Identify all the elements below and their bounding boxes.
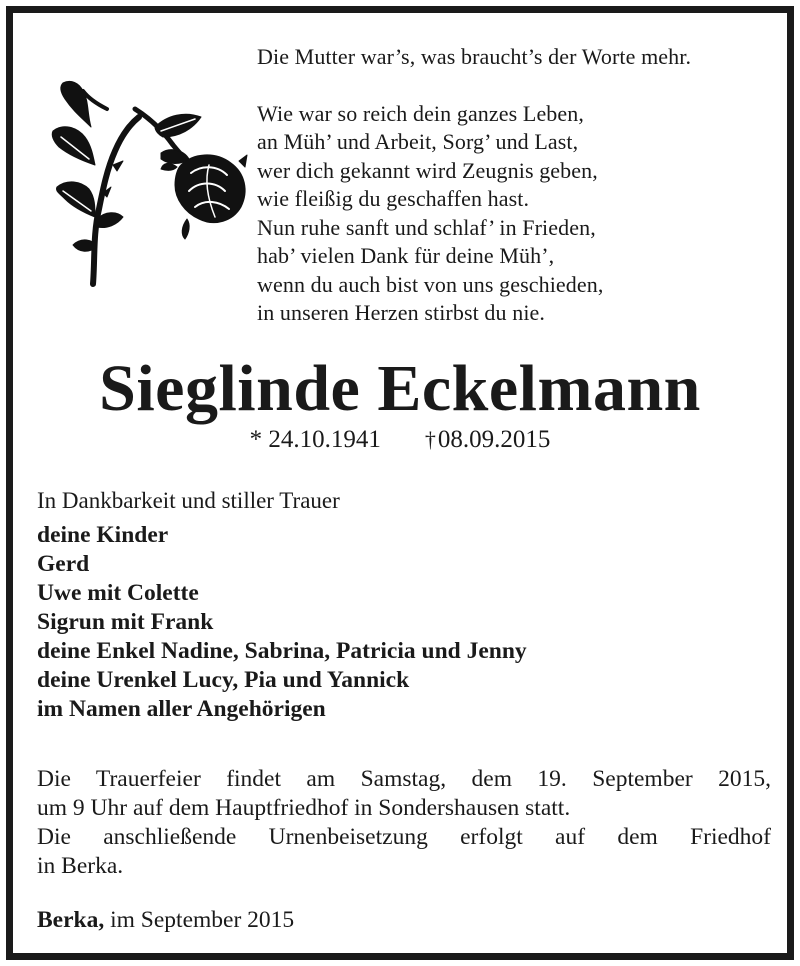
family-line: Sigrun mit Frank [37, 609, 214, 635]
poem-line: wie fleißig du geschaffen hast. [257, 186, 530, 211]
mourning-intro: In Dankbarkeit und stiller Trauer [37, 488, 340, 513]
cross-icon: † [424, 427, 436, 452]
poem-line: wenn du auch bist von uns geschieden, [257, 271, 604, 297]
deceased-name: Sieglinde Eckelmann [99, 352, 701, 425]
obituary-frame [6, 6, 794, 960]
service-line: um 9 Uhr auf dem Hauptfriedhof in Sondershausen statt. [37, 795, 571, 821]
poem-line: hab’ vielen Dank für deine Müh’, [257, 243, 555, 268]
closing-date: im September 2015 [110, 907, 295, 933]
family-line: Uwe mit Colette [37, 580, 199, 606]
poem-line: Wie war so reich dein ganzes Leben, [257, 100, 584, 126]
poem-line: wer dich gekannt wird Zeugnis geben, [257, 157, 598, 183]
poem-line: Nun ruhe sanft und schlaf’ in Frieden, [257, 214, 596, 240]
family-line: Gerd [37, 551, 90, 577]
life-dates [13, 425, 787, 455]
family-line: deine Urenkel Lucy, Pia und Yannick [37, 667, 410, 693]
poem-line: in unseren Herzen stirbst du nie. [257, 300, 545, 325]
family-line: im Namen aller Angehörigen [37, 696, 326, 722]
family-line: deine Kinder [37, 522, 169, 548]
poem-line: an Müh’ und Arbeit, Sorg’ und Last, [257, 129, 579, 154]
service-info [37, 765, 771, 881]
closing-line [37, 906, 294, 935]
poem [257, 43, 691, 328]
birth-date: * 24.10.1941 [249, 426, 381, 453]
service-line: Die Trauerfeier findet am Samstag, dem 19. September 2015, [37, 766, 771, 792]
family-line: deine Enkel Nadine, Sabrina, Patricia und Jenny [37, 638, 527, 664]
rose-icon [43, 69, 253, 289]
poem-intro: Die Mutter war’s, was braucht’s der Worte mehr. [257, 44, 692, 69]
service-line: Die anschließende Urnenbeisetzung erfolgt auf dem Friedhof [37, 824, 771, 850]
closing-place: Berka, [37, 907, 105, 933]
death-date: 08.09.2015 [437, 426, 551, 453]
service-line: in Berka. [37, 853, 124, 879]
family-list [37, 521, 527, 724]
